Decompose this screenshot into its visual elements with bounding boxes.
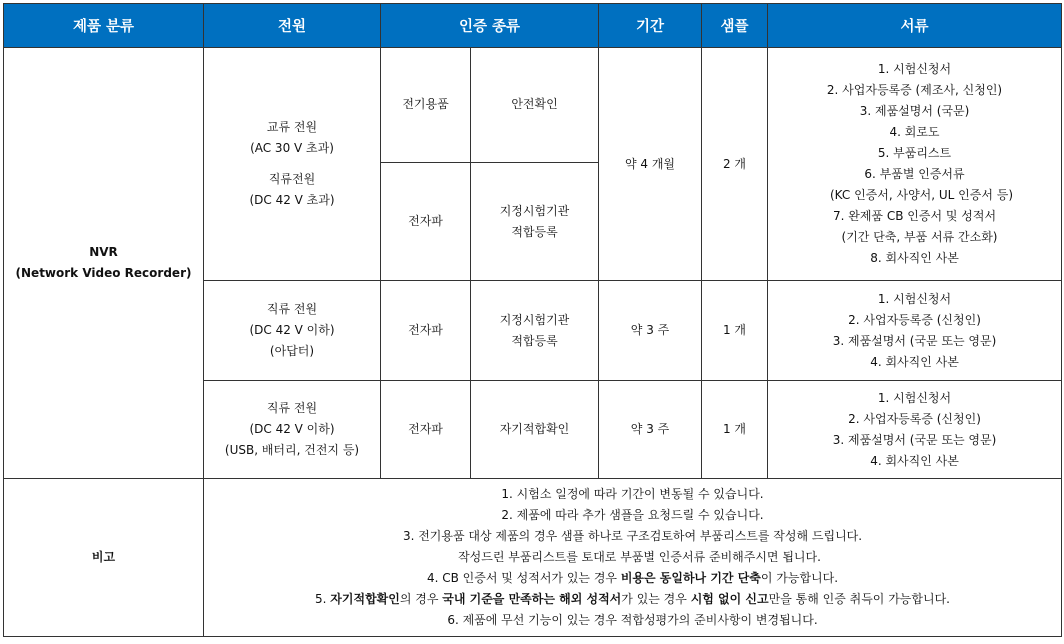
header-cert-type: 인증 종류: [381, 4, 599, 48]
note-item: [210, 589, 1055, 610]
power-line: 교류 전원: [266, 120, 318, 134]
doc-item: 5. 부품리스트: [877, 146, 952, 160]
power-line: (DC 42 V 초과): [249, 193, 335, 207]
doc-item: 2. 사업자등록증 (신청인): [848, 411, 981, 426]
period-cell: 약 4 개월: [599, 48, 702, 281]
docs-cell: [768, 381, 1062, 479]
power-cell: [204, 48, 381, 281]
power-cell: [204, 281, 381, 381]
note-text: 4. CB 인증서 및 성적서가 있는 경우: [426, 571, 621, 585]
sample-cell: 1 개: [702, 281, 768, 381]
doc-item: 2. 사업자등록증 (신청인): [848, 312, 981, 327]
note-emphasis: 자기적합확인: [330, 592, 400, 606]
note-item: 2. 제품에 따라 추가 샘플을 요청드릴 수 있습니다.: [501, 508, 764, 522]
cert-type-line: 지정시험기관: [499, 203, 570, 218]
cert-category-cell: 전자파: [381, 163, 471, 281]
note-emphasis: 시험 없이 신고: [690, 592, 769, 606]
header-docs: 서류: [768, 4, 1062, 48]
product-category-cell: [4, 48, 204, 479]
sample-cell: 2 개: [702, 48, 768, 281]
notes-row: [4, 479, 1062, 637]
note-emphasis: 비용은 동일하나 기간 단축: [620, 571, 761, 585]
doc-item: 4. 회사직인 사본: [870, 453, 959, 468]
cert-type-line: 적합등록: [511, 333, 558, 348]
header-sample: 샘플: [702, 4, 768, 48]
note-emphasis: 국내 기준을 만족하는 해외 성적서: [442, 592, 622, 606]
power-line: (아답터): [269, 344, 315, 358]
power-line: (USB, 배터리, 건전지 등): [224, 443, 360, 457]
note-text: 5.: [315, 592, 331, 606]
header-row: [4, 4, 1062, 48]
cert-type-cell: 자기적합확인: [471, 381, 599, 479]
cert-type-cell: [471, 281, 599, 381]
spacer: [210, 159, 374, 169]
header-category: 제품 분류: [4, 4, 204, 48]
header-period: 기간: [599, 4, 702, 48]
period-cell: 약 3 주: [599, 381, 702, 479]
certification-table: [3, 3, 1062, 637]
note-item: 3. 전기용품 대상 제품의 경우 샘플 하나로 구조검토하여 부품리스트를 작성해 드립니다.: [402, 529, 863, 543]
docs-cell: [768, 281, 1062, 381]
cert-category-cell: 전자파: [381, 281, 471, 381]
cert-category-cell: 전자파: [381, 381, 471, 479]
power-cell: [204, 381, 381, 479]
note-text: 가 있는 경우: [621, 592, 691, 606]
doc-item: 3. 제품설명서 (국문 또는 영문): [832, 333, 997, 348]
product-name: NVR: [89, 245, 118, 259]
cert-type-line: 적합등록: [511, 224, 558, 239]
doc-item: 4. 회로도: [889, 125, 940, 139]
power-line: 직류 전원: [266, 401, 318, 415]
doc-item: 7. 완제품 CB 인증서 및 성적서: [832, 209, 997, 223]
doc-item: 1. 시험신청서: [877, 62, 952, 76]
product-full-name: (Network Video Recorder): [15, 266, 192, 280]
power-line: 직류전원: [268, 172, 316, 186]
notes-cell: [204, 479, 1062, 637]
cert-category-cell: 전기용품: [381, 48, 471, 163]
doc-item: 4. 회사직인 사본: [870, 354, 959, 369]
power-line: (DC 42 V 이하): [249, 422, 335, 436]
doc-item: (KC 인증서, 사양서, UL 인증서 등): [829, 188, 1014, 202]
doc-item: 8. 회사직인 사본: [870, 251, 959, 265]
cert-type-cell: 안전확인: [471, 48, 599, 163]
doc-item: 1. 시험신청서: [877, 390, 952, 405]
note-item: 작성드린 부품리스트를 토대로 부품별 인증서류 준비해주시면 됩니다.: [458, 550, 821, 564]
power-line: 직류 전원: [266, 302, 318, 316]
power-line: (AC 30 V 초과): [250, 141, 334, 155]
period-cell: 약 3 주: [599, 281, 702, 381]
note-text: 이 가능합니다.: [760, 571, 839, 585]
header-power: 전원: [204, 4, 381, 48]
doc-item: 6. 부품별 인증서류: [864, 167, 965, 181]
note-item: 1. 시험소 일정에 따라 기간이 변동될 수 있습니다.: [501, 487, 764, 501]
note-item: 6. 제품에 무선 기능이 있는 경우 적합성평가의 준비사항이 변경됩니다.: [447, 613, 818, 627]
cert-type-line: 지정시험기관: [499, 312, 570, 327]
doc-item: 3. 제품설명서 (국문 또는 영문): [832, 432, 997, 447]
note-text: 만을 통해 인증 취득이 가능합니다.: [768, 592, 950, 606]
doc-item: (기간 단축, 부품 서류 간소화): [841, 230, 998, 244]
doc-item: 2. 사업자등록증 (제조사, 신청인): [826, 83, 1003, 97]
table-row: [4, 48, 1062, 163]
cert-type-cell: [471, 163, 599, 281]
doc-item: 3. 제품설명서 (국문): [859, 104, 970, 118]
doc-item: 1. 시험신청서: [877, 291, 952, 306]
notes-label: 비고: [4, 479, 204, 637]
note-item: [210, 568, 1055, 589]
power-line: (DC 42 V 이하): [249, 323, 335, 337]
docs-cell: [768, 48, 1062, 281]
note-text: 의 경우: [399, 592, 443, 606]
sample-cell: 1 개: [702, 381, 768, 479]
